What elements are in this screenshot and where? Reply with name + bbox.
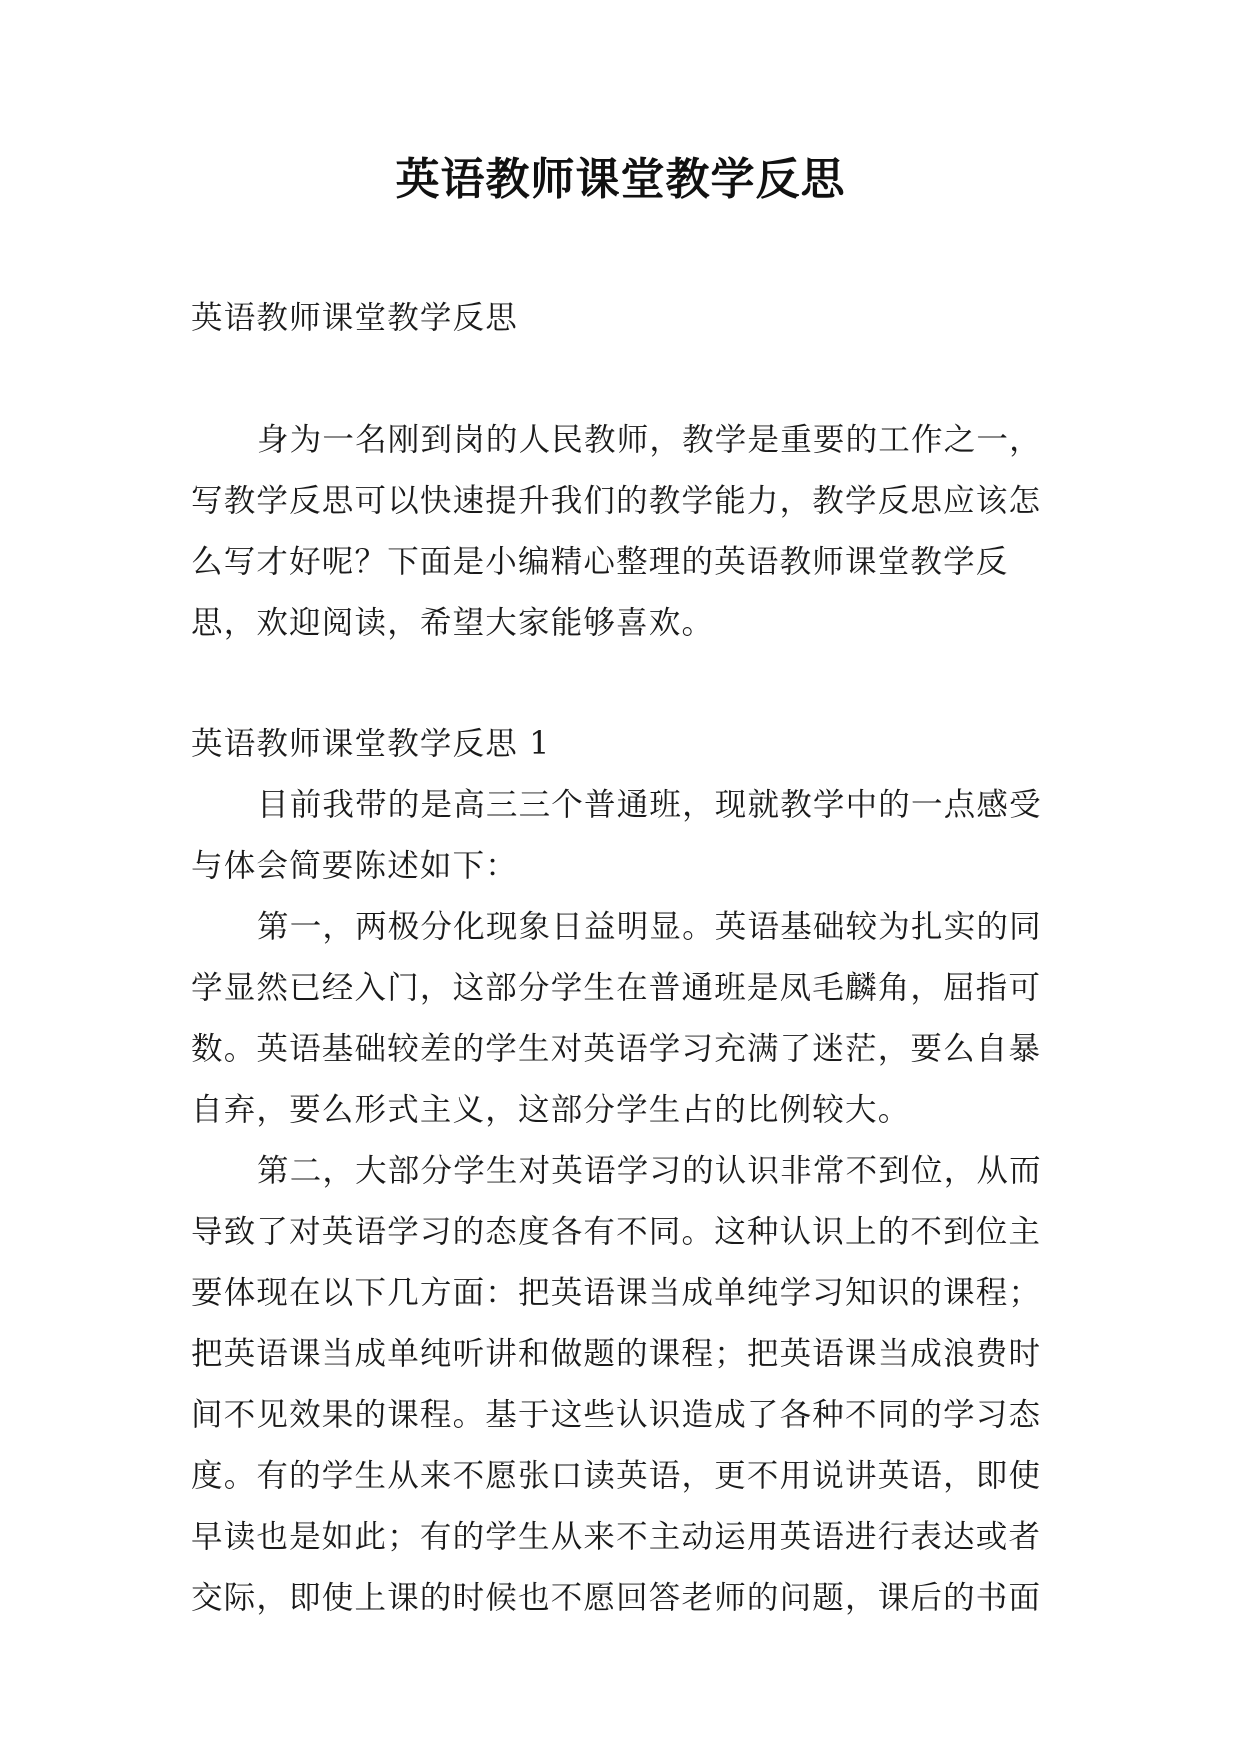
- document-body: [191, 288, 1051, 1629]
- document-subtitle: 英语教师课堂教学反思: [191, 300, 519, 336]
- paragraph-line: 度。有的学生从来不愿张口读英语，更不用说讲英语，即使: [191, 1458, 1042, 1494]
- paragraph-line: 学显然已经入门，这部分学生在普通班是凤毛麟角，屈指可: [191, 970, 1042, 1006]
- intro-line: 写教学反思可以快速提升我们的教学能力，教学反思应该怎: [191, 483, 1042, 519]
- document-title: 英语教师课堂教学反思: [395, 154, 846, 205]
- intro-line: 么写才好呢？下面是小编精心整理的英语教师课堂教学反: [191, 544, 1009, 580]
- paragraph-2: [191, 897, 1051, 1141]
- spacer: [191, 349, 1051, 410]
- paragraph-3: [191, 1141, 1051, 1629]
- paragraph-line: 第一，两极分化现象日益明显。英语基础较为扎实的同: [257, 909, 1042, 945]
- paragraph-line: 早读也是如此；有的学生从来不主动运用英语进行表达或者: [191, 1519, 1042, 1555]
- paragraph-1: [191, 775, 1051, 897]
- spacer: [191, 654, 1051, 714]
- paragraph-line: 间不见效果的课程。基于这些认识造成了各种不同的学习态: [191, 1397, 1042, 1433]
- paragraph-line: 数。英语基础较差的学生对英语学习充满了迷茫，要么自暴: [191, 1031, 1042, 1067]
- section-heading: 英语教师课堂教学反思 1: [191, 726, 551, 762]
- paragraph-line: 与体会简要陈述如下：: [191, 848, 519, 884]
- intro-paragraph: [191, 410, 1051, 654]
- paragraph-line: 第二，大部分学生对英语学习的认识非常不到位，从而: [257, 1153, 1042, 1189]
- paragraph-line: 要体现在以下几方面：把英语课当成单纯学习知识的课程；: [191, 1275, 1042, 1311]
- intro-line: 思，欢迎阅读，希望大家能够喜欢。: [191, 605, 715, 641]
- paragraph-line: 自弃，要么形式主义，这部分学生占的比例较大。: [191, 1092, 911, 1128]
- paragraph-line: 目前我带的是高三三个普通班，现就教学中的一点感受: [257, 787, 1042, 823]
- intro-line: 身为一名刚到岗的人民教师，教学是重要的工作之一，: [257, 422, 1042, 458]
- paragraph-line: 把英语课当成单纯听讲和做题的课程；把英语课当成浪费时: [191, 1336, 1042, 1372]
- paragraph-line: 导致了对英语学习的态度各有不同。这种认识上的不到位主: [191, 1214, 1042, 1250]
- paragraph-line: 交际，即使上课的时候也不愿回答老师的问题，课后的书面: [191, 1580, 1042, 1616]
